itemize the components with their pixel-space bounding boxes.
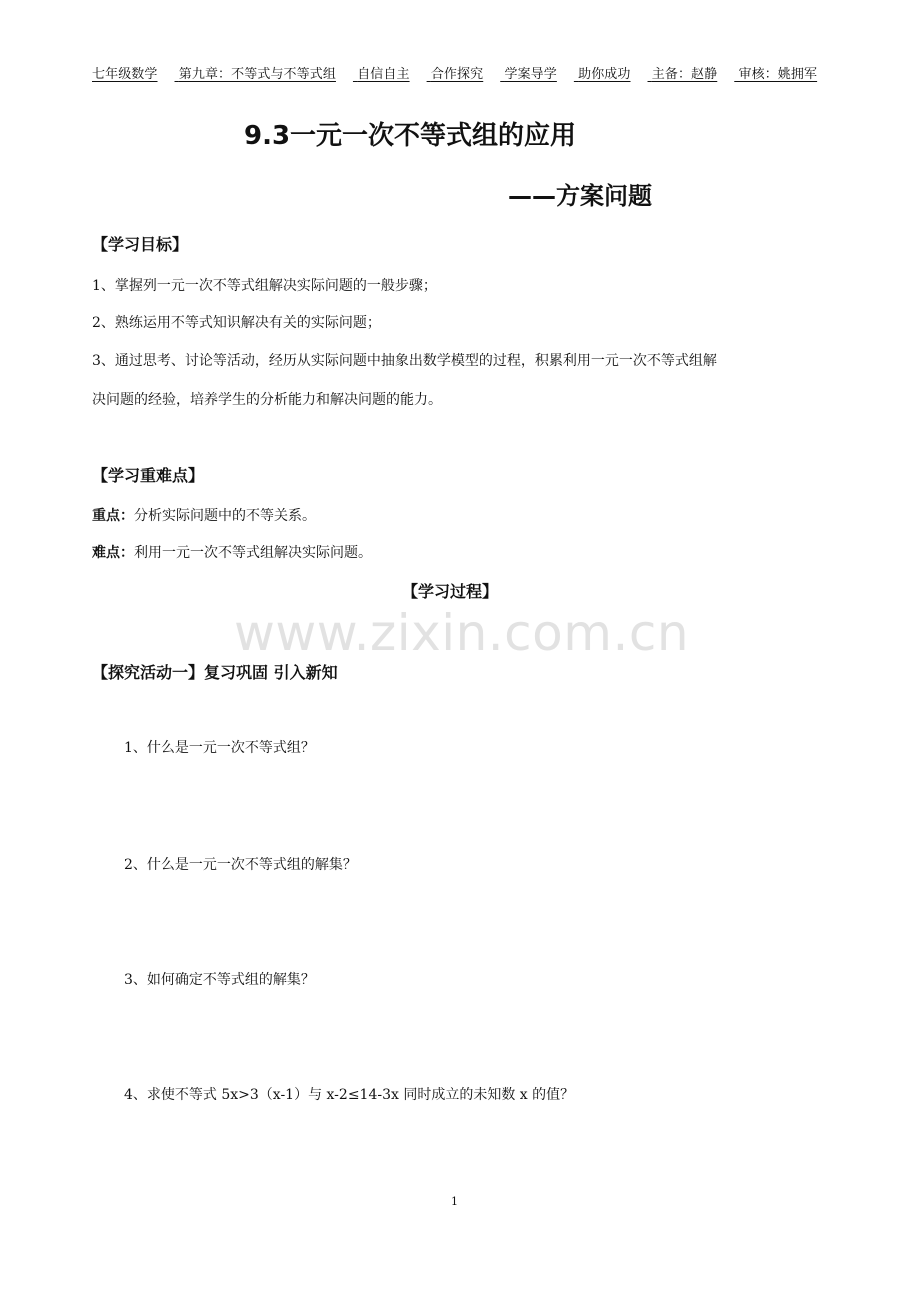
header-grade: 七年级数学 [92, 67, 158, 82]
header-slogan-1: 自信自主 [357, 67, 410, 82]
header-slogan-2: 合作探究 [430, 67, 484, 82]
focus-text: 分析实际问题中的不等关系。 [134, 508, 316, 524]
difficulty-label: 难点： [92, 545, 134, 561]
goal-item-1: 1、掌握列一元一次不等式组解决实际问题的一般步骤； [92, 278, 437, 294]
question-4: 4、求使不等式 5x>3（x-1）与 x-2≤14-3x 同时成立的未知数 x 的值？ [124, 1087, 575, 1103]
header-chapter: 第九章：不等式与不等式组 [178, 67, 336, 82]
header-slogan-4: 助你成功 [578, 67, 631, 82]
page-number: 1 [451, 1195, 458, 1208]
goal-item-3-continued: 决问题的经验，培养学生的分析能力和解决问题的能力。 [92, 392, 442, 408]
goal-item-2: 2、熟练运用不等式知识解决有关的实际问题； [92, 315, 381, 331]
header-reviewer: 审核：姚拥军 [738, 67, 818, 82]
process-heading: 【学习过程】 [402, 582, 499, 601]
page-title: 9.3一元一次不等式组的应用 [244, 121, 577, 151]
question-2: 2、什么是一元一次不等式组的解集？ [124, 857, 357, 873]
page-subtitle: ——方案问题 [508, 182, 652, 210]
key-points-heading: 【学习重难点】 [92, 466, 205, 485]
goal-item-3: 3、通过思考、讨论等活动，经历从实际问题中抽象出数学模型的过程，积累利用一元一次不等式组解 [92, 353, 717, 369]
question-1: 1、什么是一元一次不等式组？ [124, 740, 315, 756]
focus-label: 重点： [92, 508, 134, 524]
difficulty-text: 利用一元一次不等式组解决实际问题。 [134, 545, 372, 561]
activity-heading: 【探究活动一】复习巩固 引入新知 [92, 663, 338, 682]
goals-heading: 【学习目标】 [92, 235, 189, 254]
header-slogan-3: 学案导学 [504, 67, 557, 82]
watermark: www.zixin.com.cn [234, 604, 690, 662]
header-author: 主备：赵静 [651, 67, 718, 82]
page-header [92, 66, 821, 84]
question-3: 3、如何确定不等式组的解集？ [124, 972, 315, 988]
difficulty-line [92, 542, 372, 564]
focus-line [92, 505, 316, 527]
